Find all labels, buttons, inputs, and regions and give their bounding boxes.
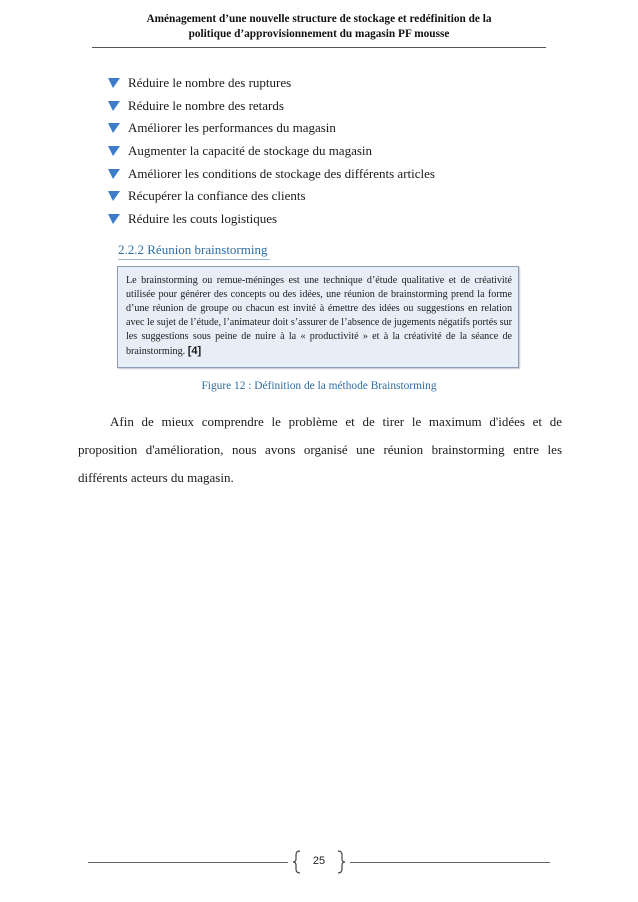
list-item-text: Récupérer la confiance des clients [128,188,306,204]
list-item-text: Réduire les couts logistiques [128,210,278,226]
arrow-icon [108,78,120,88]
list-item [108,95,435,118]
running-header [92,12,546,42]
list-item-text: Augmenter la capacité de stockage du magasin [128,143,373,159]
list-item [108,72,435,95]
body-paragraph: Afin de mieux comprendre le problème et de tirer le maximum d'idées et de proposition d'amélioration, nous avons organisé une réunion brainstorming entre les différents acteurs du magasin. [78,414,562,485]
left-brace-icon [292,850,302,874]
list-item-text: Améliorer les performances du magasin [128,120,336,136]
citation-reference: [4] [187,345,202,357]
arrow-icon [108,169,120,179]
arrow-icon [108,214,120,224]
list-item [108,117,435,140]
page-number: 25 [312,855,326,867]
header-line-2: politique d’approvisionnement du magasin PF mousse [188,28,450,40]
definition-callout [117,266,519,368]
header-line-1: Aménagement d’une nouvelle structure de stockage et redéfinition de la [146,13,492,25]
arrow-icon [108,101,120,111]
section-heading-underline [118,259,270,260]
list-item [108,185,435,208]
right-brace-icon [336,850,346,874]
list-item-text: Réduire le nombre des retards [128,97,284,113]
footer-rule-left [88,862,288,863]
list-item [108,208,435,231]
callout-text: Le brainstorming ou remue-méninges est une technique d’étude qualitative et de créativité utilisée pour générer des concepts ou des idées, une réunion de brainstorming prend la forme d’une réunion de groupe ou chacun est invité à émettre des idées ou suggestions en relation avec le sujet de l’étude, l’animateur doit s’assurer de l’absence de jugements négatifs portés sur les suggestions sous peine de nuire à la « productivité » et à la créativité de la séance de brainstorming. [126,275,512,357]
arrow-icon [108,123,120,133]
arrow-icon [108,191,120,201]
list-item-text: Améliorer les conditions de stockage des différents articles [128,165,435,181]
arrow-icon [108,146,120,156]
callout-text-block [126,274,512,359]
list-item [108,162,435,185]
footer-rule-right [350,862,550,863]
figure-caption: Figure 12 : Définition de la méthode Brainstorming [201,380,437,392]
section-heading: 2.2.2 Réunion brainstorming [118,242,268,257]
header-divider [92,47,546,48]
objectives-list [108,72,435,230]
list-item [108,140,435,163]
list-item-text: Réduire le nombre des ruptures [128,75,292,91]
